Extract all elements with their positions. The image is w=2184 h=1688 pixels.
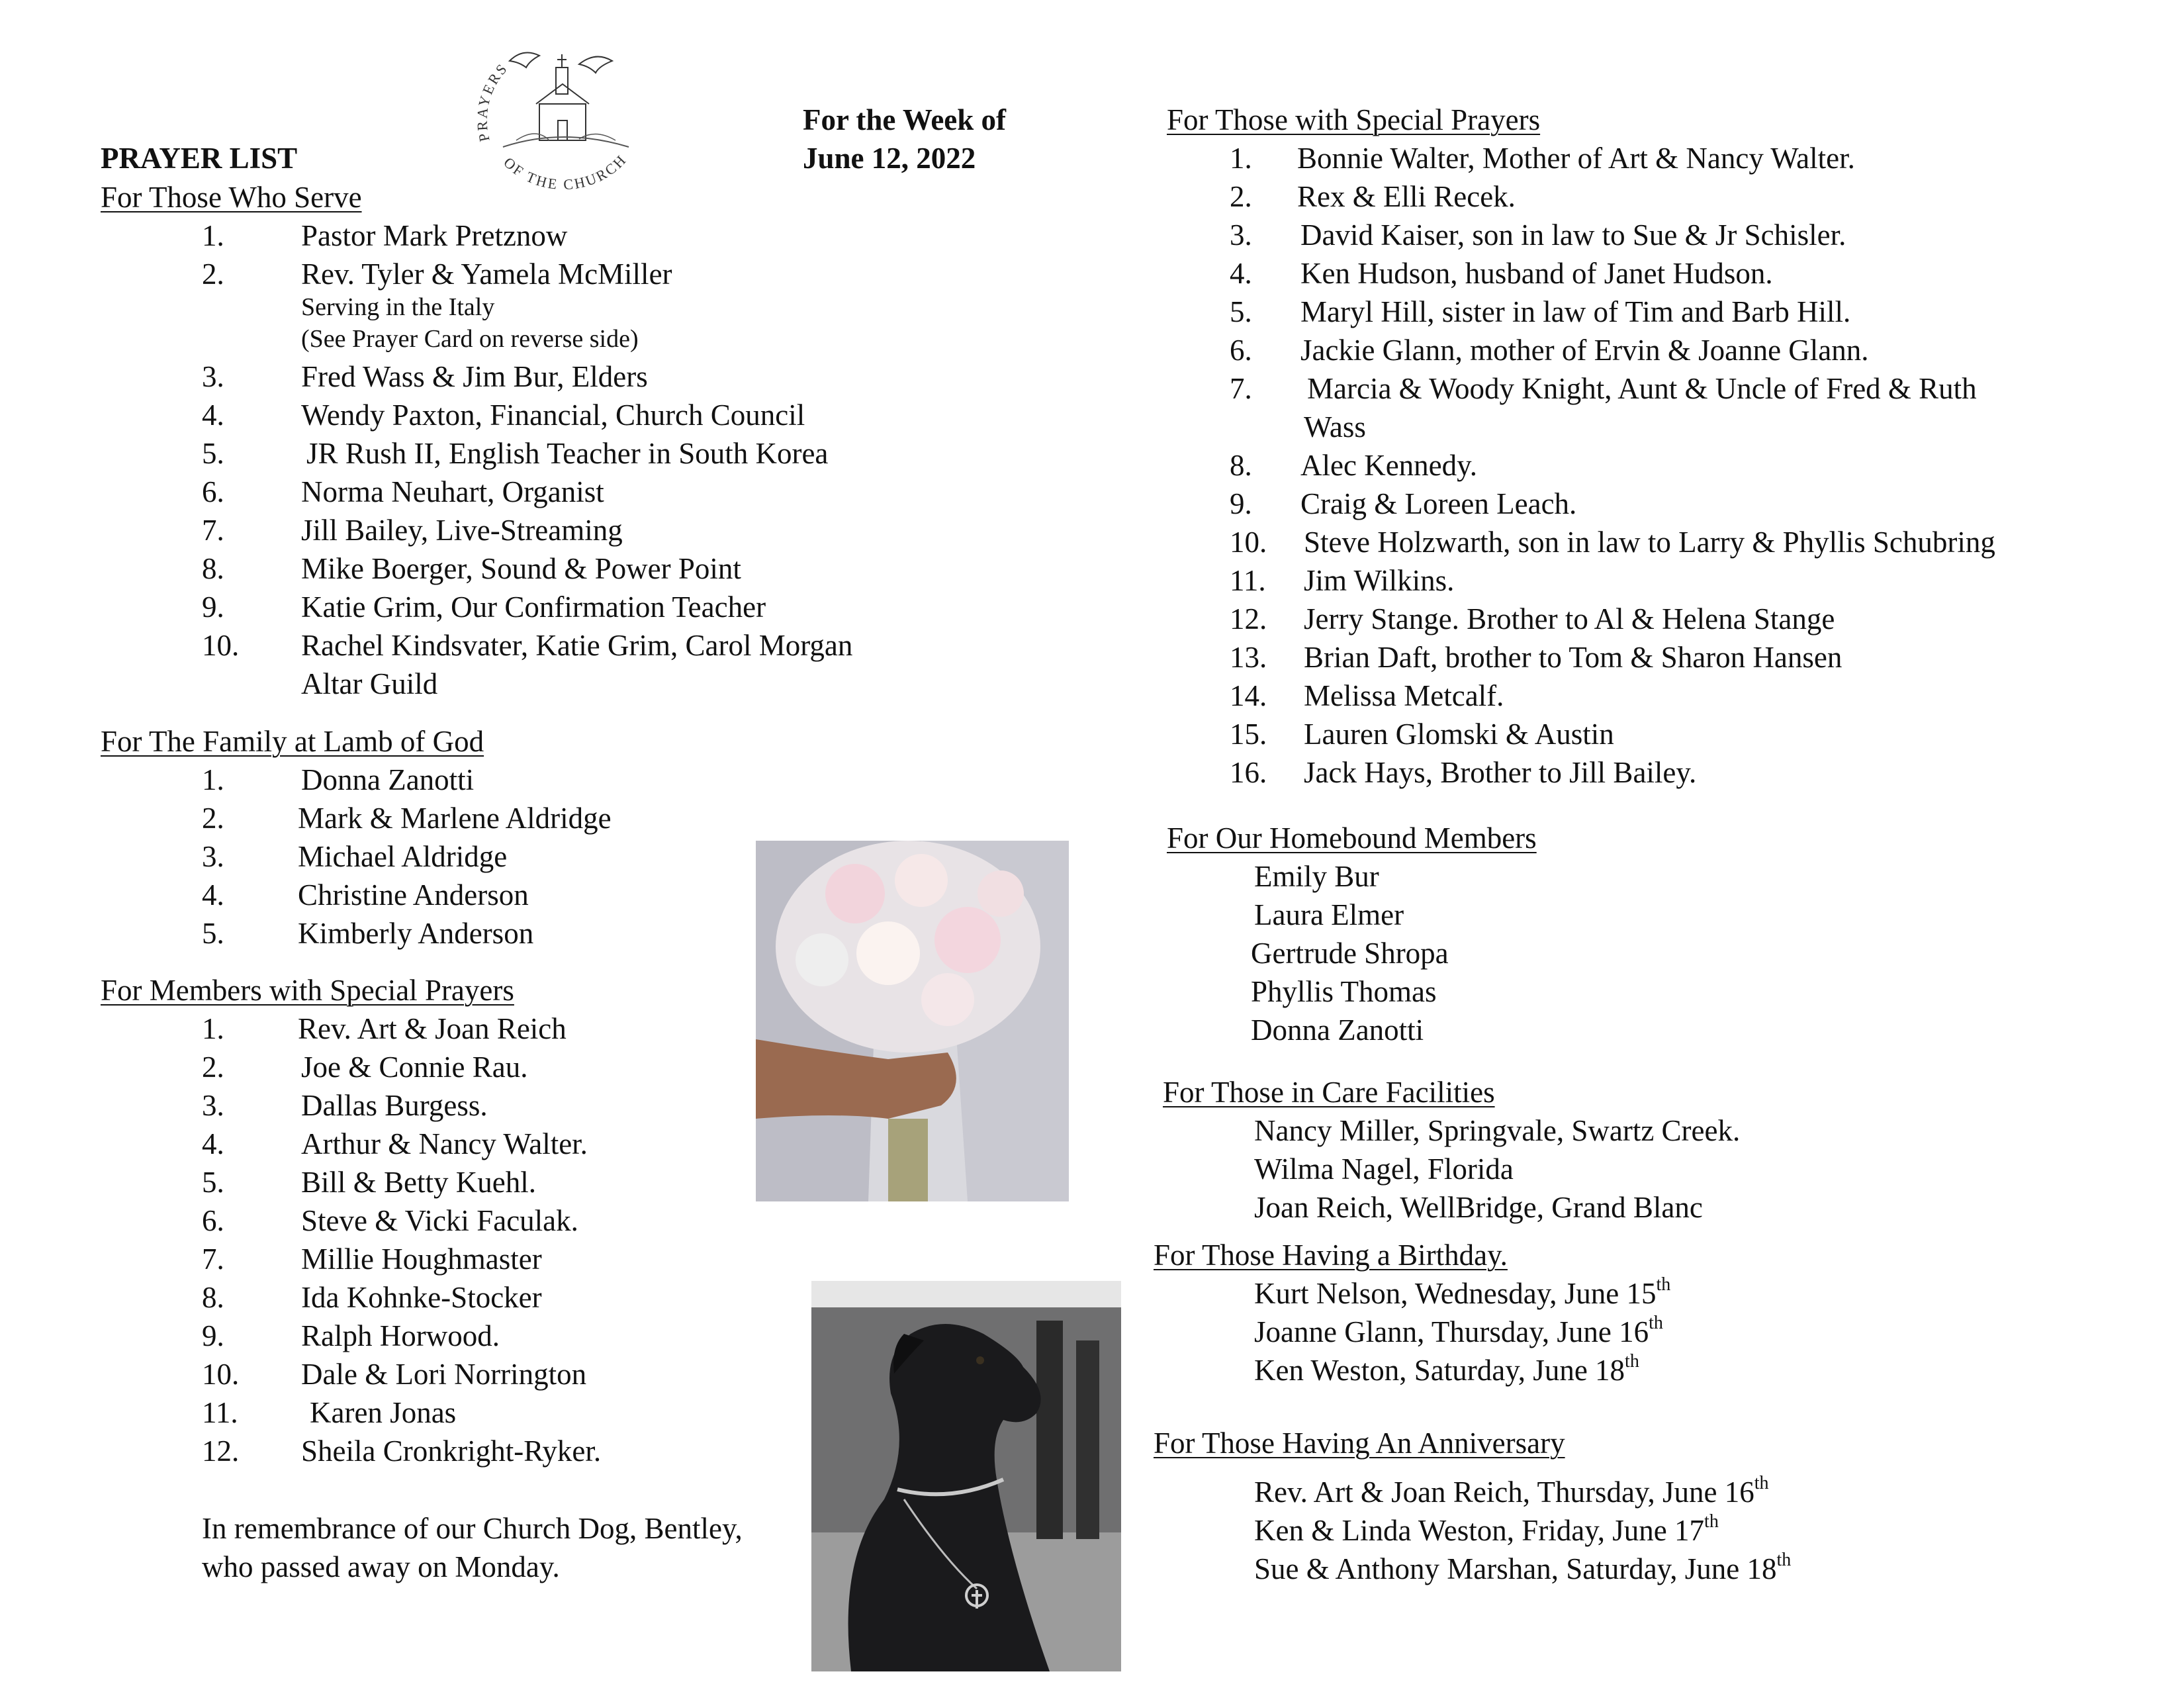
list-item: Bill & Betty Kuehl.	[301, 1166, 536, 1199]
ordinal-suffix: th	[1649, 1313, 1663, 1333]
list-number: 4.	[202, 399, 224, 432]
bouquet-photo	[756, 841, 1069, 1201]
logo-text-top: PRAYERS	[473, 59, 512, 144]
serve-note: Serving in the Italy	[301, 293, 495, 321]
list-item: Mike Boerger, Sound & Power Point	[301, 552, 741, 585]
list-number: 1.	[202, 1012, 224, 1045]
list-item: Jackie Glann, mother of Ervin & Joanne Glann.	[1300, 334, 1869, 367]
list-number: 5.	[202, 917, 224, 950]
list-item: Katie Grim, Our Confirmation Teacher	[301, 590, 766, 624]
list-item: Michael Aldridge	[298, 840, 508, 873]
list-item: Jerry Stange. Brother to Al & Helena Stange	[1304, 602, 1835, 635]
homebound-heading: For Our Homebound Members	[1167, 821, 1537, 855]
anniversary-text: Sue & Anthony Marshan, Saturday, June 18	[1254, 1552, 1777, 1585]
list-item-continuation: Altar Guild	[301, 667, 438, 700]
list-number: 9.	[202, 590, 224, 624]
list-number: 8.	[1230, 449, 1252, 482]
list-item: Emily Bur	[1254, 860, 1379, 893]
list-item: Craig & Loreen Leach.	[1300, 487, 1577, 520]
list-item: Jack Hays, Brother to Jill Bailey.	[1304, 756, 1697, 789]
members-heading: For Members with Special Prayers	[101, 974, 514, 1007]
list-number: 8.	[202, 552, 224, 585]
list-item: Arthur & Nancy Walter.	[301, 1127, 588, 1160]
list-item: Joe & Connie Rau.	[301, 1051, 528, 1084]
list-number: 2.	[1230, 180, 1252, 213]
serve-heading: For Those Who Serve	[101, 181, 362, 214]
list-item: Nancy Miller, Springvale, Swartz Creek.	[1254, 1114, 1741, 1147]
list-item: JR Rush II, English Teacher in South Korea	[306, 437, 829, 470]
list-number: 1.	[202, 763, 224, 796]
list-item	[1254, 1552, 1791, 1586]
ordinal-suffix: th	[1656, 1274, 1671, 1295]
list-number: 2.	[202, 802, 224, 835]
list-item: Lauren Glomski & Austin	[1304, 718, 1614, 751]
list-item: Pastor Mark Pretznow	[301, 219, 568, 252]
list-item: Christine Anderson	[298, 878, 529, 912]
list-number: 6.	[202, 475, 224, 508]
list-number: 15.	[1230, 718, 1267, 751]
list-item: Wilma Nagel, Florida	[1254, 1152, 1514, 1186]
list-item: Norma Neuhart, Organist	[301, 475, 604, 508]
list-number: 10.	[202, 1358, 240, 1391]
list-item: Bonnie Walter, Mother of Art & Nancy Walter.	[1297, 142, 1855, 175]
list-item: Phyllis Thomas	[1251, 975, 1437, 1008]
list-number: 2.	[202, 1051, 224, 1084]
list-number: 14.	[1230, 679, 1267, 712]
anniversary-text: Ken & Linda Weston, Friday, June 17	[1254, 1514, 1705, 1547]
svg-text:OF THE CHURCH	[500, 151, 630, 193]
page-title: PRAYER LIST	[101, 142, 298, 175]
list-item: Ralph Horwood.	[301, 1319, 500, 1352]
serve-note: (See Prayer Card on reverse side)	[301, 325, 639, 353]
list-item: Steve & Vicki Faculak.	[301, 1204, 578, 1237]
list-item: Fred Wass & Jim Bur, Elders	[301, 360, 648, 393]
list-item: Marcia & Woody Knight, Aunt & Uncle of Fred & Ruth	[1307, 372, 1977, 405]
list-item: Jim Wilkins.	[1304, 564, 1455, 597]
list-item: Brian Daft, brother to Tom & Sharon Hansen	[1304, 641, 1843, 674]
list-number: 3.	[202, 360, 224, 393]
list-item: Rev. Tyler & Yamela McMiller	[301, 258, 672, 291]
list-number: 7.	[202, 1243, 224, 1276]
list-number: 12.	[202, 1434, 240, 1468]
list-item: Laura Elmer	[1254, 898, 1404, 931]
special-heading: For Those with Special Prayers	[1167, 103, 1541, 136]
list-number: 11.	[202, 1396, 238, 1429]
list-item: Rev. Art & Joan Reich	[298, 1012, 567, 1045]
list-item: Millie Houghmaster	[301, 1243, 542, 1276]
list-item: Rex & Elli Recek.	[1297, 180, 1516, 213]
list-item: Gertrude Shropa	[1251, 937, 1449, 970]
list-number: 3.	[202, 840, 224, 873]
list-item: Alec Kennedy.	[1300, 449, 1477, 482]
list-number: 7.	[1230, 372, 1252, 405]
birthday-text: Ken Weston, Saturday, June 18	[1254, 1354, 1625, 1387]
list-item: Dallas Burgess.	[301, 1089, 488, 1122]
birthday-heading: For Those Having a Birthday.	[1154, 1239, 1508, 1272]
list-item	[1254, 1276, 1670, 1311]
list-item: Donna Zanotti	[301, 763, 475, 796]
list-number: 5.	[202, 1166, 224, 1199]
birthday-text: Kurt Nelson, Wednesday, June 15	[1254, 1277, 1657, 1310]
list-number: 9.	[202, 1319, 224, 1352]
list-number: 1.	[1230, 142, 1252, 175]
list-item: Rachel Kindsvater, Katie Grim, Carol Morgan	[301, 629, 853, 662]
list-number: 3.	[202, 1089, 224, 1122]
list-item: Wendy Paxton, Financial, Church Council	[301, 399, 805, 432]
list-item: Karen Jonas	[310, 1396, 457, 1429]
list-number: 4.	[1230, 257, 1252, 290]
list-number: 10.	[1230, 526, 1267, 559]
list-item	[1254, 1475, 1769, 1509]
family-heading: For The Family at Lamb of God	[101, 725, 484, 758]
list-number: 8.	[202, 1281, 224, 1314]
birthday-text: Joanne Glann, Thursday, June 16	[1254, 1315, 1649, 1348]
list-number: 6.	[1230, 334, 1252, 367]
list-number: 3.	[1230, 218, 1252, 252]
list-number: 5.	[202, 437, 224, 470]
list-item: Ken Hudson, husband of Janet Hudson.	[1300, 257, 1773, 290]
week-date: June 12, 2022	[803, 142, 976, 175]
list-number: 13.	[1230, 641, 1267, 674]
list-item: Dale & Lori Norrington	[301, 1358, 587, 1391]
list-number: 9.	[1230, 487, 1252, 520]
list-item: Maryl Hill, sister in law of Tim and Barb Hill.	[1300, 295, 1851, 328]
list-item-continuation: Wass	[1304, 410, 1366, 444]
care-heading: For Those in Care Facilities	[1163, 1076, 1495, 1109]
list-number: 4.	[202, 1127, 224, 1160]
remembrance-line: who passed away on Monday.	[202, 1550, 560, 1583]
list-item: Mark & Marlene Aldridge	[298, 802, 612, 835]
list-item: Ida Kohnke-Stocker	[301, 1281, 542, 1314]
list-number: 5.	[1230, 295, 1252, 328]
remembrance-line: In remembrance of our Church Dog, Bentley,	[202, 1512, 743, 1545]
list-item	[1254, 1315, 1663, 1349]
ordinal-suffix: th	[1625, 1351, 1639, 1372]
list-item: Sheila Cronkright-Ryker.	[301, 1434, 602, 1468]
list-item: Jill Bailey, Live-Streaming	[301, 514, 623, 547]
logo-text-bottom: OF THE CHURCH	[500, 150, 631, 193]
week-label: For the Week of	[803, 103, 1007, 136]
list-item: Joan Reich, WellBridge, Grand Blanc	[1254, 1191, 1703, 1224]
list-number: 16.	[1230, 756, 1267, 789]
list-item: Melissa Metcalf.	[1304, 679, 1504, 712]
list-number: 11.	[1230, 564, 1266, 597]
list-number: 7.	[202, 514, 224, 547]
ordinal-suffix: th	[1704, 1511, 1719, 1532]
anniversary-heading: For Those Having An Anniversary	[1154, 1427, 1565, 1460]
list-number: 6.	[202, 1204, 224, 1237]
list-number: 2.	[202, 258, 224, 291]
list-item: Donna Zanotti	[1251, 1013, 1424, 1047]
prayers-of-the-church-logo	[463, 41, 655, 193]
list-number: 4.	[202, 878, 224, 912]
list-item	[1254, 1513, 1719, 1548]
list-number: 10.	[202, 629, 240, 662]
dog-photo	[811, 1281, 1121, 1671]
list-item: Steve Holzwarth, son in law to Larry & Phyllis Schubring	[1304, 526, 1995, 559]
list-number: 1.	[202, 219, 224, 252]
list-number: 12.	[1230, 602, 1267, 635]
ordinal-suffix: th	[1754, 1473, 1769, 1493]
list-item	[1254, 1353, 1639, 1387]
ordinal-suffix: th	[1776, 1550, 1792, 1570]
svg-text:PRAYERS	[473, 60, 511, 144]
anniversary-text: Rev. Art & Joan Reich, Thursday, June 16	[1254, 1476, 1754, 1509]
list-item: Kimberly Anderson	[298, 917, 534, 950]
list-item: David Kaiser, son in law to Sue & Jr Schisler.	[1300, 218, 1846, 252]
